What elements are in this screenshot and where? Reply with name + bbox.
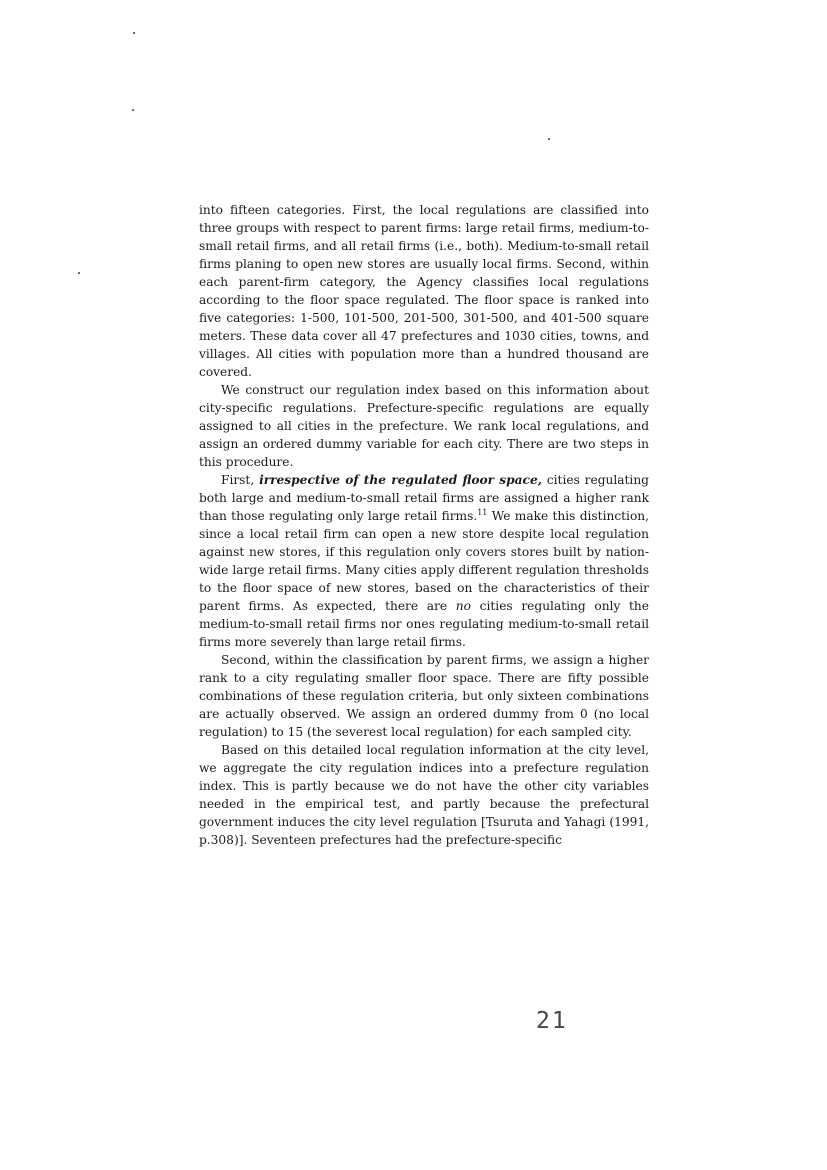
emphasis-floor-space: irrespective of the regulated floor space, xyxy=(259,473,542,487)
paragraph-3 xyxy=(199,471,649,651)
scan-speck xyxy=(548,138,550,140)
paragraph-1: into fifteen categories. First, the local regulations are classified into three groups with respect to parent firms: large retail firms, medium-to-small retail firms, and all retail firms (i.e., both). Medium-to-small retail firms planing to open new stores are usually local firms. Second, within each parent-firm category, the Agency classifies local regulations according to the floor space regulated. The floor space is ranked into five categories: 1-500, 101-500, 201-500, 301-500, and 401-500 square meters. These data cover all 47 prefectures and 1030 cities, towns, and villages. All cities with population more than a hundred thousand are covered. xyxy=(199,203,649,379)
emphasis-no: no xyxy=(455,599,471,613)
paragraph-4: Second, within the classification by parent firms, we assign a higher rank to a city regulating smaller floor space. There are fifty possible combinations of these regulation criteria, but only sixteen combinations are actually observed. We assign an ordered dummy from 0 (no local regulation) to 15 (the severest local regulation) for each sampled city. xyxy=(199,653,649,739)
body-text xyxy=(199,201,649,849)
paragraph-3-text: We make this distinction, since a local retail firm can open a new store despite local regulation against new stores, if this regulation only covers stores built by nation-wide large retail firms. Many cities apply different regulation thresholds to the floor space of new stores, based on the characteristics of their parent firms. As expected, there are xyxy=(199,509,650,613)
footnote-marker: 11 xyxy=(477,507,488,517)
paragraph-3-text: cities regulating both large and medium-to-small retail firms are assigned a higher rank than those regulating only large retail firms. xyxy=(199,473,649,523)
paragraph-3-text: cities regulating only the medium-to-small retail firms nor ones regulating medium-to-small retail firms more severely than large retail firms. xyxy=(199,599,649,649)
scan-speck xyxy=(133,32,135,34)
scan-speck xyxy=(132,109,134,111)
page-number: 21 xyxy=(536,1008,568,1034)
paragraph-3-text: First, xyxy=(221,473,260,487)
scan-speck xyxy=(78,272,80,274)
paragraph-5: Based on this detailed local regulation information at the city level, we aggregate the city regulation indices into a prefecture regulation index. This is partly because we do not have the other city variables needed in the empirical test, and partly because the prefectural government induces the city level regulation [Tsuruta and Yahagi (1991, p.308)]. Seventeen prefectures had the prefecture-specific xyxy=(199,743,649,847)
paragraph-2: We construct our regulation index based on this information about city-specific regulations. Prefecture-specific regulations are equally assigned to all cities in the prefecture. We rank local regulations, and assign an ordered dummy variable for each city. There are two steps in this procedure. xyxy=(199,383,649,469)
